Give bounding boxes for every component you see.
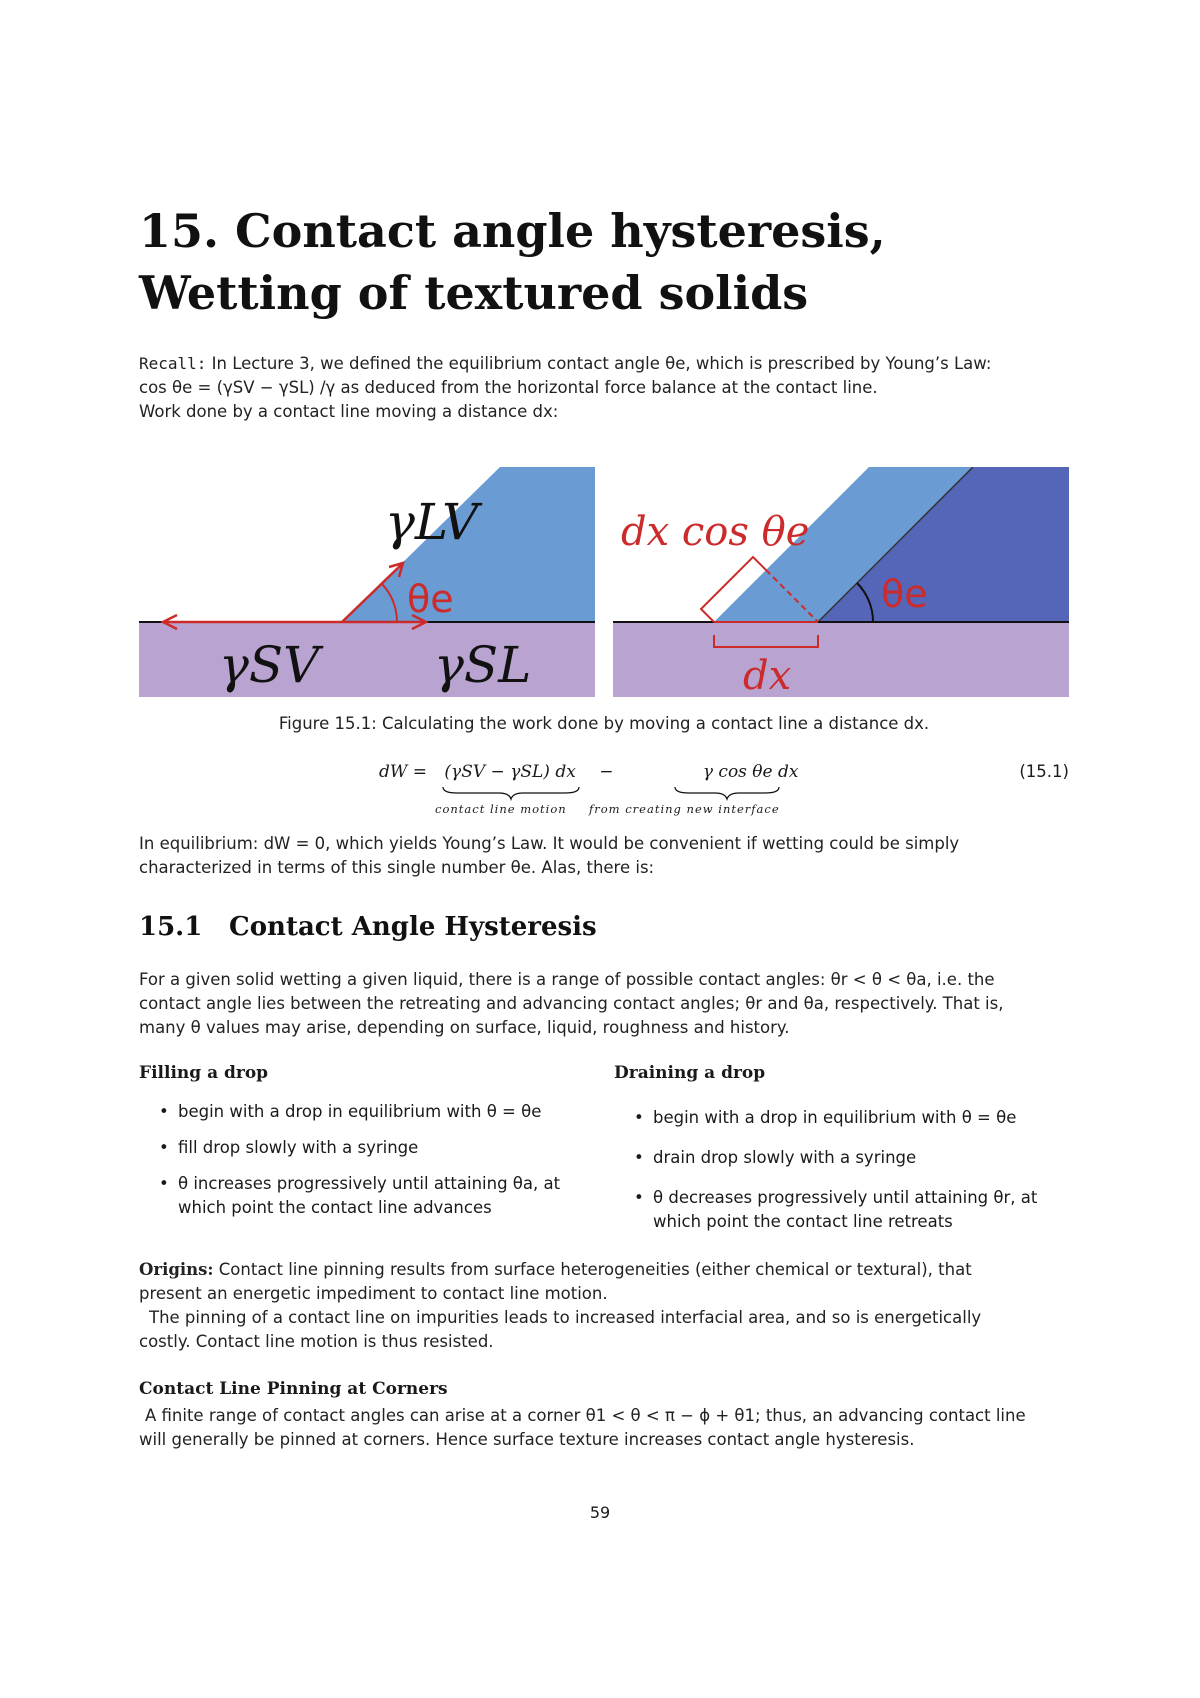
origins-text-1: Contact line pinning results from surface heterogeneities (either chemical or textural), that <box>213 1260 972 1279</box>
dx-label: dx <box>743 653 792 697</box>
origins-line-2: present an energetic impediment to contact line motion. <box>139 1284 608 1303</box>
list-item: • drain drop slowly with a syringe <box>632 1146 1072 1170</box>
recall-line-2: cos θe = (γSV − γSL) /γ as deduced from the horizontal force balance at the contact line. <box>139 378 878 397</box>
origins-line-1 <box>139 1258 1069 1282</box>
filling-heading: Filling a drop <box>139 1063 269 1083</box>
filling-list <box>157 1100 597 1220</box>
eq-minus: − <box>599 762 614 782</box>
origins-line-3: The pinning of a contact line on impurities leads to increased interfacial area, and so is energetically <box>149 1308 982 1327</box>
list-item: • θ increases progressively until attaining θa, at which point the contact line advances <box>157 1172 597 1220</box>
gamma-sl-label: γSL <box>434 636 532 694</box>
list-item: • begin with a drop in equilibrium with θ = θe <box>157 1100 597 1124</box>
section-number: 15.1 <box>139 912 203 942</box>
eq-term-2: γ cos θe dx <box>702 762 799 782</box>
origins-line-4: costly. Contact line motion is thus resisted. <box>139 1332 494 1351</box>
recall-label: Recall: <box>139 354 207 373</box>
label-new-interface: from creating new interface <box>589 802 780 816</box>
theta-e-label: θe <box>407 577 454 621</box>
figure-right-contact-line-motion <box>613 467 1069 697</box>
list-item: • θ decreases progressively until attaining θr, at which point the contact line retreats <box>632 1186 1072 1234</box>
underbraces <box>441 785 861 801</box>
figure-left-force-balance <box>139 467 595 697</box>
brace-new-interface <box>675 787 779 799</box>
gamma-sv-label: γSV <box>219 636 320 694</box>
recall-line-3: Work done by a contact line moving a distance dx: <box>139 402 559 421</box>
eq-lhs: dW = <box>379 762 428 782</box>
pinning-heading: Contact Line Pinning at Corners <box>139 1379 448 1399</box>
hysteresis-line-1: For a given solid wetting a given liquid, there is a range of possible contact angles: θr < θ < θa, i.e. the <box>139 970 995 989</box>
eq-term-1: (γSV − γSL) dx <box>444 762 576 782</box>
equation-15-1 <box>139 762 1069 822</box>
pinning-line-2: will generally be pinned at corners. Hence surface texture increases contact angle hysteresis. <box>139 1430 915 1449</box>
list-item: • begin with a drop in equilibrium with θ = θe <box>632 1106 1072 1130</box>
hysteresis-line-3: many θ values may arise, depending on surface, liquid, roughness and history. <box>139 1018 790 1037</box>
brace-contact-line <box>443 787 579 799</box>
dxcos-theta-label: dx cos θe <box>621 509 810 555</box>
hysteresis-line-2: contact angle lies between the retreating and advancing contact angles; θr and θa, respectively. That is, <box>139 994 1004 1013</box>
equation-number: (15.1) <box>1019 762 1069 781</box>
pinning-line-1: A finite range of contact angles can arise at a corner θ1 < θ < π − ϕ + θ1; thus, an advancing contact line <box>145 1406 1026 1425</box>
label-contact-line-motion: contact line motion <box>435 802 567 816</box>
equilibrium-line-2: characterized in terms of this single number θe. Alas, there is: <box>139 858 655 877</box>
gamma-lv-label: γLV <box>385 493 479 551</box>
figure-caption: Figure 15.1: Calculating the work done by moving a contact line a distance dx. <box>278 714 930 733</box>
solid-substrate <box>613 622 1069 697</box>
list-item: • fill drop slowly with a syringe <box>157 1136 597 1160</box>
equilibrium-line-1: In equilibrium: dW = 0, which yields Young’s Law. It would be convenient if wetting could be simply <box>139 834 960 853</box>
page-number: 59 <box>589 1503 611 1522</box>
chapter-title: 15. Contact angle hysteresis, Wetting of textured solids <box>139 204 886 320</box>
recall-line-1 <box>139 352 1069 376</box>
equation-line <box>379 762 798 782</box>
origins-label: Origins: <box>139 1260 214 1279</box>
section-title: Contact Angle Hysteresis <box>229 912 597 942</box>
draining-heading: Draining a drop <box>614 1063 766 1083</box>
draining-list <box>632 1106 1072 1234</box>
section-heading <box>139 912 597 942</box>
theta-e-label: θe <box>881 572 928 616</box>
recall-text-1: In Lecture 3, we defined the equilibrium contact angle θe, which is prescribed by Young’s Law: <box>206 354 992 373</box>
